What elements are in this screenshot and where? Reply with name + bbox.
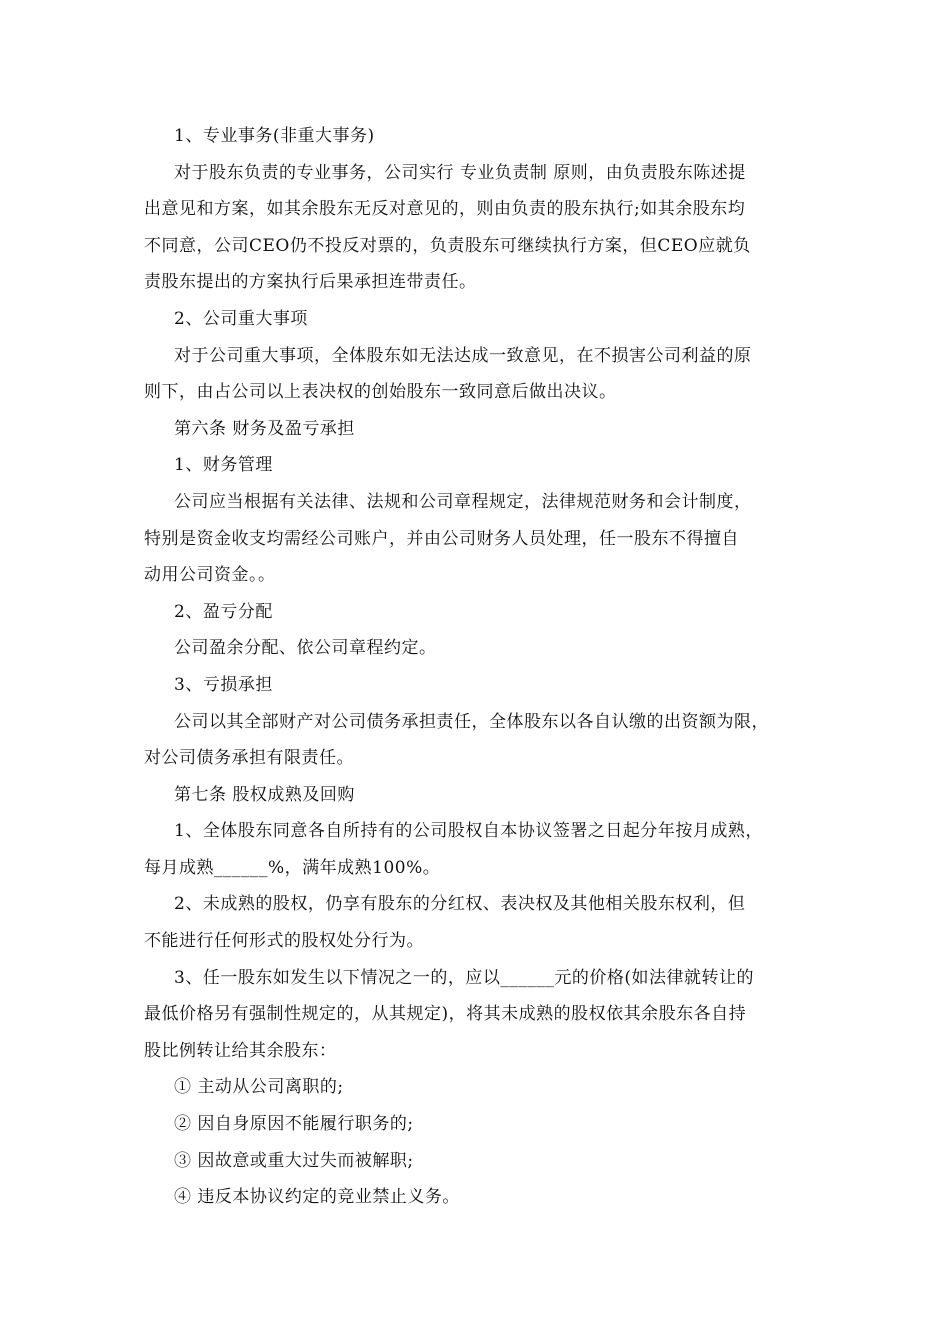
paragraph-line: 出意见和方案，如其余股东无反对意见的，则由负责的股东执行;如其余股东均 — [144, 199, 746, 220]
section-heading: 2、公司重大事项 — [174, 308, 308, 329]
paragraph-line: 则下，由占公司以上表决权的创始股东一致同意后做出决议。 — [144, 382, 617, 403]
section-heading: 1、专业事务(非重大事务) — [174, 126, 375, 146]
paragraph-line: 特别是资金收支均需经公司账户，并由公司财务人员处理，任一股东不得擅自 — [144, 528, 739, 549]
paragraph-line: 公司以其全部财产对公司债务承担责任，全体股东以各自认缴的出资额为限， — [174, 711, 769, 732]
paragraph-line: 不能进行任何形式的股权处分行为。 — [144, 931, 424, 952]
paragraph-line: 2、未成熟的股权，仍享有股东的分红权、表决权及其他相关股东权利，但 — [174, 894, 746, 915]
paragraph-line: 公司应当根据有关法律、法规和公司章程规定，法律规范财务和会计制度， — [174, 491, 752, 512]
paragraph-line: 3、任一股东如发生以下情况之一的，应以______元的价格(如法律就转让的 — [174, 967, 754, 988]
article-heading: 第七条 股权成熟及回购 — [174, 784, 355, 805]
paragraph-line: 股比例转让给其余股东： — [144, 1040, 337, 1061]
list-item: ③ 因故意或重大过失而被解职; — [174, 1150, 414, 1171]
paragraph-line: 对于股东负责的专业事务，公司实行 专业负责制 原则，由负责股东陈述提 — [174, 162, 746, 183]
article-heading: 第六条 财务及盈亏承担 — [174, 418, 355, 439]
list-item: ② 因自身原因不能履行职务的; — [174, 1114, 414, 1135]
document-body — [144, 118, 814, 1216]
paragraph-line: 不同意，公司CEO仍不投反对票的，负责股东可继续执行方案，但CEO应就负 — [144, 235, 751, 256]
paragraph-line: 最低价格另有强制性规定的，从其规定)，将其未成熟的股权依其余股东各自持 — [144, 1004, 747, 1025]
paragraph-line: 责股东提出的方案执行后果承担连带责任。 — [144, 272, 477, 293]
list-item: ④ 违反本协议约定的竞业禁止义务。 — [174, 1187, 460, 1208]
paragraph-line: 每月成熟______%，满年成熟100%。 — [144, 857, 441, 878]
paragraph-line: 动用公司资金。。 — [144, 565, 276, 586]
section-heading: 1、财务管理 — [174, 455, 273, 476]
paragraph-line: 1、全体股东同意各自所持有的公司股权自本协议签署之日起分年按月成熟， — [174, 821, 763, 842]
list-item: ① 主动从公司离职的; — [174, 1077, 344, 1098]
paragraph-line: 对公司债务承担有限责任。 — [144, 748, 354, 769]
section-heading: 3、亏损承担 — [174, 674, 273, 695]
section-heading: 2、盈亏分配 — [174, 601, 273, 622]
paragraph-line: 公司盈余分配、依公司章程约定。 — [174, 638, 437, 659]
paragraph-line: 对于公司重大事项，全体股东如无法达成一致意见，在不损害公司利益的原 — [174, 345, 752, 366]
